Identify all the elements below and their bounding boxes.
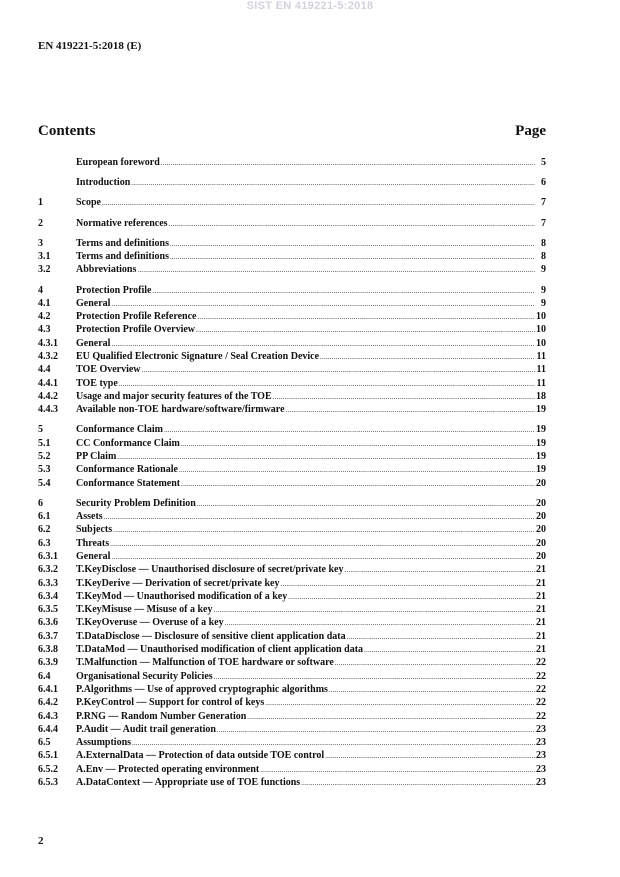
toc-entry-number: 6.3.2 (38, 564, 58, 576)
toc-entry-page: 5 (541, 157, 546, 168)
toc-entry-number: 6.3.5 (38, 604, 58, 616)
toc-entry-title: Protection Profile Overview (76, 324, 196, 336)
toc-dot-leader (273, 391, 535, 404)
toc-entry-page: 20 (536, 550, 546, 562)
toc-entry-number: 6 (38, 497, 43, 509)
toc-dot-leader (213, 604, 535, 617)
toc-dot-leader (170, 251, 535, 264)
toc-entry-title: Conformance Rationale (76, 464, 178, 476)
toc-entry-title: T.KeyMisuse — Misuse of a key (76, 604, 213, 616)
toc-entry-title: A.ExternalData — Protection of data outside TOE control (76, 750, 325, 762)
toc-entry-number: 6.2 (38, 524, 51, 536)
toc-entry-page: 6 (541, 177, 546, 189)
toc-entry[interactable] (38, 437, 546, 450)
toc-entry-number: 2 (38, 217, 43, 229)
toc-entry[interactable] (38, 776, 546, 789)
toc-dot-leader (113, 524, 535, 537)
toc-entry-number: 6.3.1 (38, 550, 58, 562)
toc-dot-leader (260, 764, 535, 777)
toc-dot-leader (110, 538, 535, 551)
toc-entry-number: 5.1 (38, 437, 51, 449)
toc-entry[interactable] (38, 196, 546, 209)
toc-entry-page: 9 (541, 297, 546, 309)
toc-entry-number: 4.3 (38, 324, 51, 336)
toc-entry[interactable] (38, 563, 546, 576)
toc-entry-page: 19 (536, 450, 546, 462)
toc-entry-number: 6.3.8 (38, 644, 58, 656)
toc-entry-page: 9 (541, 264, 546, 276)
toc-dot-leader (217, 724, 535, 737)
toc-entry[interactable] (38, 723, 546, 736)
toc-entry-number: 6.4.3 (38, 710, 58, 722)
toc-entry[interactable] (38, 670, 546, 683)
toc-dot-leader (117, 451, 535, 464)
toc-entry-number: 3.1 (38, 251, 51, 263)
toc-entry-number: 6.4.1 (38, 683, 58, 695)
toc-entry-number: 6.3.4 (38, 590, 58, 602)
toc-entry-number: 6.3.3 (38, 577, 58, 589)
toc-entry[interactable] (38, 263, 546, 276)
toc-entry[interactable] (38, 510, 546, 523)
toc-dot-leader (280, 578, 535, 591)
toc-entry-title: Usage and major security features of the TOE (76, 390, 272, 402)
toc-entry-number: 5 (38, 424, 43, 436)
toc-dot-leader (170, 238, 535, 251)
toc-dot-leader (179, 464, 535, 477)
toc-dot-leader (329, 684, 535, 697)
toc-entry-title: Conformance Statement (76, 477, 181, 489)
toc-entry-page: 10 (536, 324, 546, 336)
toc-entry-page: 21 (536, 590, 546, 602)
toc-entry-number: 6.4.2 (38, 697, 58, 709)
toc-entry-number: 4.1 (38, 297, 51, 309)
toc-entry-page: 21 (536, 577, 546, 589)
toc-dot-leader (131, 177, 535, 190)
toc-entry-page: 8 (541, 251, 546, 263)
toc-entry-page: 22 (536, 683, 546, 695)
contents-heading: Contents (38, 123, 96, 139)
toc-dot-leader (111, 551, 535, 564)
toc-entry-page: 22 (536, 710, 546, 722)
toc-dot-leader (225, 617, 535, 630)
toc-dot-leader (335, 657, 535, 670)
toc-entry[interactable] (38, 156, 546, 169)
toc-entry[interactable] (38, 237, 546, 250)
toc-entry-title: EU Qualified Electronic Signature / Seal Creation Device (76, 351, 320, 363)
toc-dot-leader (288, 591, 535, 604)
toc-entry-number: 6.5.3 (38, 777, 58, 788)
toc-entry-page: 21 (536, 604, 546, 616)
toc-entry[interactable] (38, 523, 546, 536)
toc-dot-leader (169, 218, 535, 231)
toc-entry[interactable] (38, 390, 546, 403)
toc-entry[interactable] (38, 450, 546, 463)
toc-dot-leader (132, 737, 535, 750)
toc-entry-page: 19 (536, 437, 546, 449)
toc-entry-number: 4.3.2 (38, 351, 58, 363)
toc-dot-leader (265, 697, 535, 710)
toc-entry[interactable] (38, 710, 546, 723)
toc-entry[interactable] (38, 477, 546, 490)
toc-entry-title: T.DataMod — Unauthorised modification of client application data (76, 644, 364, 656)
toc-entry-page: 23 (536, 750, 546, 762)
toc-entry[interactable] (38, 217, 546, 230)
toc-entry-number: 4.4 (38, 364, 51, 376)
toc-dot-leader (161, 157, 535, 170)
toc-entry[interactable] (38, 250, 546, 263)
toc-entry-page: 21 (536, 564, 546, 576)
toc-entry-title: Assumptions (76, 737, 132, 749)
toc-entry-number: 6.3.9 (38, 657, 58, 669)
toc-dot-leader (197, 498, 535, 511)
toc-entry[interactable] (38, 616, 546, 629)
toc-entry[interactable] (38, 337, 546, 350)
toc-entry-page: 8 (541, 237, 546, 249)
toc-entry-page: 7 (541, 197, 546, 209)
toc-entry[interactable] (38, 763, 546, 776)
toc-entry-title: Conformance Claim (76, 424, 163, 436)
toc-entry[interactable] (38, 683, 546, 696)
toc-entry-page: 7 (541, 217, 546, 229)
toc-entry[interactable] (38, 749, 546, 762)
toc-entry-page: 11 (536, 351, 546, 363)
toc-entry-page: 23 (536, 763, 546, 775)
toc-entry-title: Normative references (76, 217, 168, 229)
table-of-contents (38, 156, 546, 789)
toc-entry-title: Security Problem Definition (76, 497, 196, 509)
toc-dot-leader (320, 351, 535, 364)
toc-dot-leader (104, 511, 535, 524)
toc-entry-number: 6.3.7 (38, 630, 58, 642)
toc-entry-page: 22 (536, 697, 546, 709)
toc-entry-number: 4.4.2 (38, 390, 58, 402)
toc-entry-title: CC Conformance Claim (76, 437, 180, 449)
toc-entry-page: 21 (536, 630, 546, 642)
toc-entry-number: 4.3.1 (38, 337, 58, 349)
toc-entry-title: Assets (76, 511, 103, 523)
toc-entry-number: 1 (38, 197, 43, 209)
toc-entry-title: Scope (76, 197, 101, 209)
toc-entry-title: T.Malfunction — Malfunction of TOE hardware or software (76, 657, 334, 669)
toc-entry[interactable] (38, 297, 546, 310)
toc-entry-page: 21 (536, 644, 546, 656)
toc-dot-leader (181, 438, 535, 451)
toc-entry-page: 11 (536, 377, 546, 389)
toc-entry-page: 20 (536, 477, 546, 489)
toc-entry[interactable] (38, 310, 546, 323)
toc-dot-leader (286, 404, 535, 417)
toc-entry-number: 6.4 (38, 670, 51, 682)
toc-entry-title: General (76, 297, 111, 309)
toc-entry[interactable] (38, 497, 546, 510)
toc-entry[interactable] (38, 403, 546, 416)
toc-dot-leader (364, 644, 535, 657)
toc-entry[interactable] (38, 537, 546, 550)
toc-dot-leader (198, 311, 536, 324)
toc-entry[interactable] (38, 603, 546, 616)
toc-entry[interactable] (38, 363, 546, 376)
toc-entry[interactable] (38, 323, 546, 336)
toc-dot-leader (344, 564, 535, 577)
toc-entry-title: Threats (76, 537, 110, 549)
document-identifier: EN 419221-5:2018 (E) (38, 40, 142, 52)
toc-entry-title: Organisational Security Policies (76, 670, 213, 682)
toc-dot-leader (111, 338, 535, 351)
toc-entry-title: Terms and definitions (76, 251, 169, 263)
toc-dot-leader (164, 424, 535, 437)
toc-entry-title: General (76, 337, 111, 349)
toc-entry-title: Abbreviations (76, 264, 137, 276)
toc-entry-page: 20 (536, 537, 546, 549)
toc-entry-number: 5.3 (38, 464, 51, 476)
toc-entry-number: 4 (38, 284, 43, 296)
toc-entry-number: 5.2 (38, 450, 51, 462)
toc-entry-page: 23 (536, 723, 546, 735)
toc-entry-page: 19 (536, 424, 546, 436)
toc-entry-title: General (76, 550, 111, 562)
toc-entry-number: 6.5 (38, 737, 51, 749)
toc-dot-leader (325, 750, 535, 763)
toc-entry-page: 10 (536, 337, 546, 349)
toc-entry[interactable] (38, 423, 546, 436)
toc-entry-page: 20 (536, 497, 546, 509)
toc-entry-page: 10 (536, 311, 546, 323)
toc-entry-title: Available non-TOE hardware/software/firmware (76, 404, 285, 416)
toc-entry-title: Terms and definitions (76, 237, 169, 249)
toc-entry-title: P.RNG — Random Number Generation (76, 710, 247, 722)
toc-entry-number: 6.5.2 (38, 763, 58, 775)
toc-dot-leader (137, 264, 535, 277)
toc-dot-leader (301, 777, 535, 790)
toc-entry-title: PP Claim (76, 450, 117, 462)
toc-entry-page: 9 (541, 284, 546, 296)
toc-entry[interactable] (38, 643, 546, 656)
toc-dot-leader (247, 711, 535, 724)
toc-entry-number: 4.2 (38, 311, 51, 323)
toc-entry-page: 21 (536, 617, 546, 629)
toc-entry[interactable] (38, 577, 546, 590)
toc-entry-page: 20 (536, 524, 546, 536)
toc-entry-page: 23 (536, 737, 546, 749)
toc-entry[interactable] (38, 463, 546, 476)
toc-dot-leader (119, 378, 535, 391)
toc-entry-page: 20 (536, 511, 546, 523)
toc-dot-leader (102, 197, 535, 210)
toc-entry-page: 19 (536, 464, 546, 476)
toc-entry-number: 6.1 (38, 511, 51, 523)
toc-entry[interactable] (38, 550, 546, 563)
toc-entry-number: 4.4.1 (38, 377, 58, 389)
footer-page-number: 2 (38, 835, 44, 847)
toc-entry-page: 11 (536, 364, 546, 376)
toc-entry[interactable] (38, 590, 546, 603)
toc-entry-title: T.DataDisclose — Disclosure of sensitive client application data (76, 630, 346, 642)
toc-entry[interactable] (38, 284, 546, 297)
toc-dot-leader (111, 298, 535, 311)
toc-entry-title: Protection Profile (76, 284, 152, 296)
toc-dot-leader (214, 671, 535, 684)
toc-dot-leader (181, 478, 535, 491)
toc-entry-number: 6.4.4 (38, 723, 58, 735)
toc-entry-title: Protection Profile Reference (76, 311, 197, 323)
toc-dot-leader (142, 364, 535, 377)
toc-entry-page: 18 (536, 390, 546, 402)
toc-entry-title: T.KeyDisclose — Unauthorised disclosure of secret/private key (76, 564, 344, 576)
toc-entry-number: 4.4.3 (38, 404, 58, 416)
page-column-label: Page (515, 123, 546, 139)
toc-entry-title: P.KeyControl — Support for control of keys (76, 697, 265, 709)
toc-entry[interactable] (38, 377, 546, 390)
toc-entry-page: 23 (536, 777, 546, 788)
toc-dot-leader (347, 631, 535, 644)
toc-entry[interactable] (38, 656, 546, 669)
toc-entry[interactable] (38, 696, 546, 709)
toc-entry-title: A.DataContext — Appropriate use of TOE functions (76, 777, 301, 788)
toc-entry-title: A.Env — Protected operating environment (76, 763, 260, 775)
toc-entry-number: 3 (38, 237, 43, 249)
toc-entry-title: Subjects (76, 524, 113, 536)
toc-dot-leader (152, 285, 535, 298)
toc-entry-title: P.Algorithms — Use of approved cryptographic algorithms (76, 683, 328, 695)
toc-entry[interactable] (38, 630, 546, 643)
toc-entry[interactable] (38, 350, 546, 363)
toc-entry-number: 3.2 (38, 264, 51, 276)
toc-dot-leader (196, 324, 535, 337)
toc-entry-number: 5.4 (38, 477, 51, 489)
toc-entry-number: 6.3.6 (38, 617, 58, 629)
toc-entry-number: 6.5.1 (38, 750, 58, 762)
toc-entry-title: TOE Overview (76, 364, 141, 376)
watermark: SIST EN 419221-5:2018 (246, 0, 374, 12)
toc-entry-title: P.Audit — Audit trail generation (76, 723, 216, 735)
toc-entry-title: European foreword (76, 157, 160, 168)
toc-entry-number: 6.3 (38, 537, 51, 549)
toc-entry-title: T.KeyOveruse — Overuse of a key (76, 617, 224, 629)
toc-entry-page: 19 (536, 404, 546, 416)
toc-entry-title: T.KeyDerive — Derivation of secret/private key (76, 577, 280, 589)
toc-entry-page: 22 (536, 670, 546, 682)
toc-entry-page: 22 (536, 657, 546, 669)
toc-entry-title: TOE type (76, 377, 118, 389)
toc-entry-title: Introduction (76, 177, 131, 189)
toc-entry[interactable] (38, 736, 546, 749)
toc-entry[interactable] (38, 176, 546, 189)
toc-entry-title: T.KeyMod — Unauthorised modification of a key (76, 590, 288, 602)
